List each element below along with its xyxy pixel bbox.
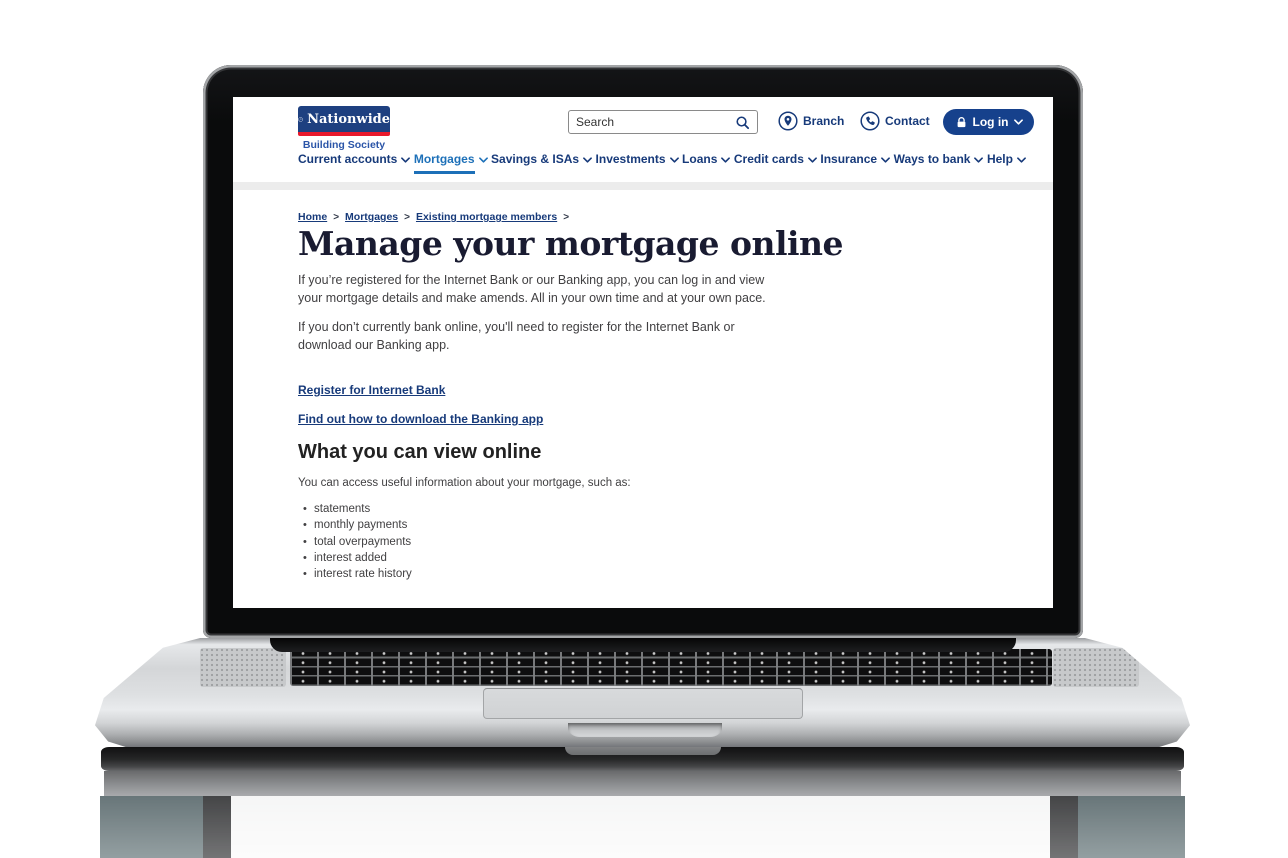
bullet-item: • monthly payments bbox=[314, 517, 1018, 533]
bullet-item: • total overpayments bbox=[314, 534, 1018, 550]
page-title: Manage your mortgage online bbox=[298, 224, 844, 263]
nav-item-label: Insurance bbox=[820, 152, 878, 166]
nav-item[interactable] bbox=[491, 152, 592, 166]
section-heading: What you can view online bbox=[298, 441, 542, 463]
nav-item-label: Current accounts bbox=[298, 152, 398, 166]
nav-item[interactable] bbox=[414, 152, 488, 166]
laptop-reflection bbox=[95, 747, 1190, 858]
bullet-item: • statements bbox=[314, 501, 1018, 517]
paragraph: If you’re registered for the Internet Bank or our Banking app, you can log in and view your mortgage details and make amends. All in your own time and at your own pace. bbox=[298, 273, 766, 305]
bullet-item: • interest rate history bbox=[314, 566, 1018, 582]
search-input[interactable] bbox=[576, 115, 735, 129]
text-link[interactable]: Find out how to download the Banking app bbox=[298, 412, 544, 426]
login-label: Log in bbox=[972, 115, 1009, 129]
nav-item[interactable] bbox=[596, 152, 679, 166]
nationwide-logo[interactable] bbox=[298, 106, 390, 151]
paragraph: If you don’t currently bank online, you'll need to register for the Internet Bank or download our Banking app. bbox=[298, 320, 735, 352]
text-link[interactable]: Register for Internet Bank bbox=[298, 383, 446, 397]
logo-red-stripe bbox=[298, 132, 390, 136]
chevron-down-icon bbox=[1014, 119, 1023, 125]
logo-box bbox=[298, 106, 390, 132]
chevron-down-icon bbox=[479, 157, 488, 163]
chevron-down-icon bbox=[974, 157, 983, 163]
section-intro: You can access useful information about your mortgage, such as: bbox=[298, 477, 631, 489]
reflection-lid bbox=[100, 796, 1185, 858]
nav-item-label: Mortgages bbox=[413, 152, 475, 166]
reflection-bezel-right bbox=[1050, 796, 1078, 858]
chevron-down-icon bbox=[401, 157, 410, 163]
login-button[interactable] bbox=[943, 109, 1034, 135]
laptop-speaker-grille-left bbox=[200, 648, 286, 687]
chevron-down-icon bbox=[881, 157, 890, 163]
branch-link[interactable] bbox=[778, 111, 844, 131]
chevron-down-icon bbox=[1017, 157, 1026, 163]
contact-link[interactable] bbox=[860, 111, 930, 131]
nationwide-emblem-icon bbox=[298, 112, 303, 127]
header-divider-strip bbox=[233, 182, 1053, 190]
nav-item[interactable] bbox=[987, 152, 1026, 166]
laptop-trackpad bbox=[483, 688, 803, 719]
search-icon[interactable] bbox=[735, 115, 750, 130]
chevron-right-icon: > bbox=[333, 211, 340, 223]
search-box[interactable] bbox=[568, 110, 758, 134]
branch-label: Branch bbox=[803, 114, 845, 128]
contact-label: Contact bbox=[885, 114, 930, 128]
laptop-screen bbox=[233, 97, 1053, 608]
laptop-deck bbox=[95, 638, 1190, 747]
chevron-right-icon: > bbox=[404, 211, 410, 223]
logo-wordmark: Nationwide bbox=[307, 111, 390, 127]
breadcrumb-item bbox=[416, 211, 575, 223]
reflection-outer-left bbox=[100, 796, 203, 858]
nav-item[interactable] bbox=[734, 152, 817, 166]
reflection-deck bbox=[104, 771, 1181, 796]
laptop-hinge bbox=[270, 636, 1016, 652]
reflection-screen bbox=[231, 796, 1050, 858]
breadcrumb-link[interactable]: Home bbox=[298, 211, 328, 223]
breadcrumb-link[interactable]: Existing mortgage members bbox=[415, 211, 558, 223]
reflection-bezel-left bbox=[203, 796, 231, 858]
nav-item[interactable] bbox=[894, 152, 984, 166]
chevron-down-icon bbox=[583, 157, 592, 163]
nav-item[interactable] bbox=[682, 152, 730, 166]
bullet-item: • interest added bbox=[314, 550, 1018, 566]
primary-nav bbox=[298, 152, 1026, 166]
breadcrumb bbox=[298, 211, 1018, 223]
intro-paragraphs bbox=[298, 272, 1018, 354]
contact-phone-icon bbox=[860, 111, 880, 131]
nav-item-label: Credit cards bbox=[733, 152, 804, 166]
reflection-lid-notch bbox=[565, 747, 721, 755]
nav-item-label: Ways to bank bbox=[893, 152, 971, 166]
nav-item-label: Help bbox=[986, 152, 1013, 166]
breadcrumb-item bbox=[298, 211, 345, 223]
nav-item[interactable] bbox=[820, 152, 890, 166]
chevron-down-icon bbox=[808, 157, 817, 163]
nav-item-label: Investments bbox=[595, 152, 666, 166]
nav-item[interactable] bbox=[298, 152, 410, 166]
bullet-list bbox=[298, 501, 1018, 582]
site-header bbox=[233, 97, 1053, 151]
logo-tagline: Building Society bbox=[302, 139, 386, 151]
chevron-right-icon: > bbox=[563, 211, 570, 223]
branch-pin-icon bbox=[778, 111, 798, 131]
chevron-down-icon bbox=[670, 157, 679, 163]
nav-item-label: Savings & ISAs bbox=[491, 152, 580, 166]
reflection-outer-right bbox=[1078, 796, 1185, 858]
chevron-down-icon bbox=[721, 157, 730, 163]
laptop-lid-notch bbox=[568, 723, 722, 737]
nav-item-label: Loans bbox=[682, 152, 718, 166]
page-content bbox=[298, 190, 1018, 582]
breadcrumb-item bbox=[345, 211, 416, 223]
breadcrumb-link[interactable]: Mortgages bbox=[345, 211, 399, 223]
laptop-keyboard bbox=[290, 649, 1052, 686]
lock-icon bbox=[955, 116, 968, 129]
laptop-lid bbox=[203, 65, 1083, 638]
laptop-speaker-grille-right bbox=[1053, 648, 1139, 687]
cta-links bbox=[298, 383, 1018, 426]
